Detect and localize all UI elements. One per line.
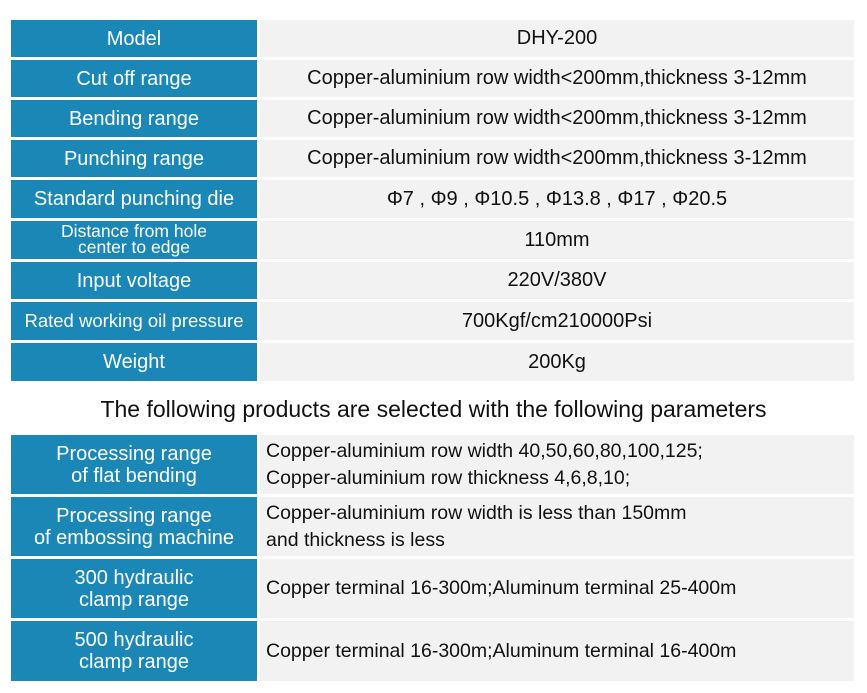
spec-label: Standard punching die [11,180,257,218]
product-value-line: and thickness is less [266,528,445,551]
product-row-flat-bending [11,435,854,494]
product-value-line: Copper-aluminium row thickness 4,6,8,10; [266,466,631,489]
spec-row-punching-range [11,140,854,177]
spec-label: Input voltage [11,262,257,299]
spec-label: Cut off range [11,60,257,97]
spec-row-oil-pressure [11,302,854,340]
product-row-300-clamp [11,559,854,618]
spec-row-model [11,20,854,57]
product-label [11,497,257,556]
spec-value: 200Kg [260,343,854,381]
products-table [11,435,854,684]
product-value [260,497,854,556]
spec-value: Φ7 , Φ9 , Φ10.5 , Φ13.8 , Φ17 , Φ20.5 [260,180,854,218]
spec-table [11,20,854,384]
spec-row-weight [11,343,854,381]
spec-value: 700Kgf/cm210000Psi [260,302,854,340]
product-label-line: of embossing machine [33,526,235,549]
spec-value: Copper-aluminium row width<200mm,thickness 3-12mm [260,100,854,137]
spec-label: Bending range [11,100,257,137]
spec-value: 220V/380V [260,262,854,299]
spec-value: Copper-aluminium row width<200mm,thickness 3-12mm [260,140,854,177]
spec-row-bending-range [11,100,854,137]
spec-row-hole-distance [11,221,854,259]
product-value [260,559,854,618]
spec-row-cut-off-range [11,60,854,97]
product-label-line: 500 hydraulic [74,629,194,651]
product-value-line: Copper terminal 16-300m;Aluminum terminal 25-400m [266,577,737,600]
product-label [11,559,257,618]
spec-value: DHY-200 [260,20,854,57]
product-label-line: clamp range [78,588,190,611]
spec-label: Weight [11,343,257,381]
spec-label: Model [11,20,257,57]
product-value [260,621,854,681]
spec-label-line: center to edge [78,237,190,257]
spec-value: Copper-aluminium row width<200mm,thickness 3-12mm [260,60,854,97]
product-label-line: of flat bending [71,464,197,487]
product-value [260,435,854,494]
spec-label: Rated working oil pressure [11,302,257,340]
spec-label [11,221,257,259]
product-value-line: Copper-aluminium row width is less than 150mm [266,502,687,525]
section-heading: The following products are selected with the following parameters [100,396,767,422]
product-label-line: Processing range [56,504,212,527]
product-label-line: Processing range [56,442,212,465]
product-label-line: clamp range [78,651,190,673]
spec-label: Punching range [11,140,257,177]
product-label-line: 300 hydraulic [74,566,194,589]
product-label [11,621,257,681]
product-value-line: Copper-aluminium row width 40,50,60,80,100,125; [266,440,703,463]
spec-row-input-voltage [11,262,854,299]
product-row-embossing [11,497,854,556]
product-label [11,435,257,494]
product-value-line: Copper terminal 16-300m;Aluminum terminal 16-400m [266,639,737,662]
spec-label-line: Distance from hole [61,221,207,242]
spec-row-standard-punching-die [11,180,854,218]
spec-value: 110mm [260,221,854,259]
product-row-500-clamp [11,621,854,681]
